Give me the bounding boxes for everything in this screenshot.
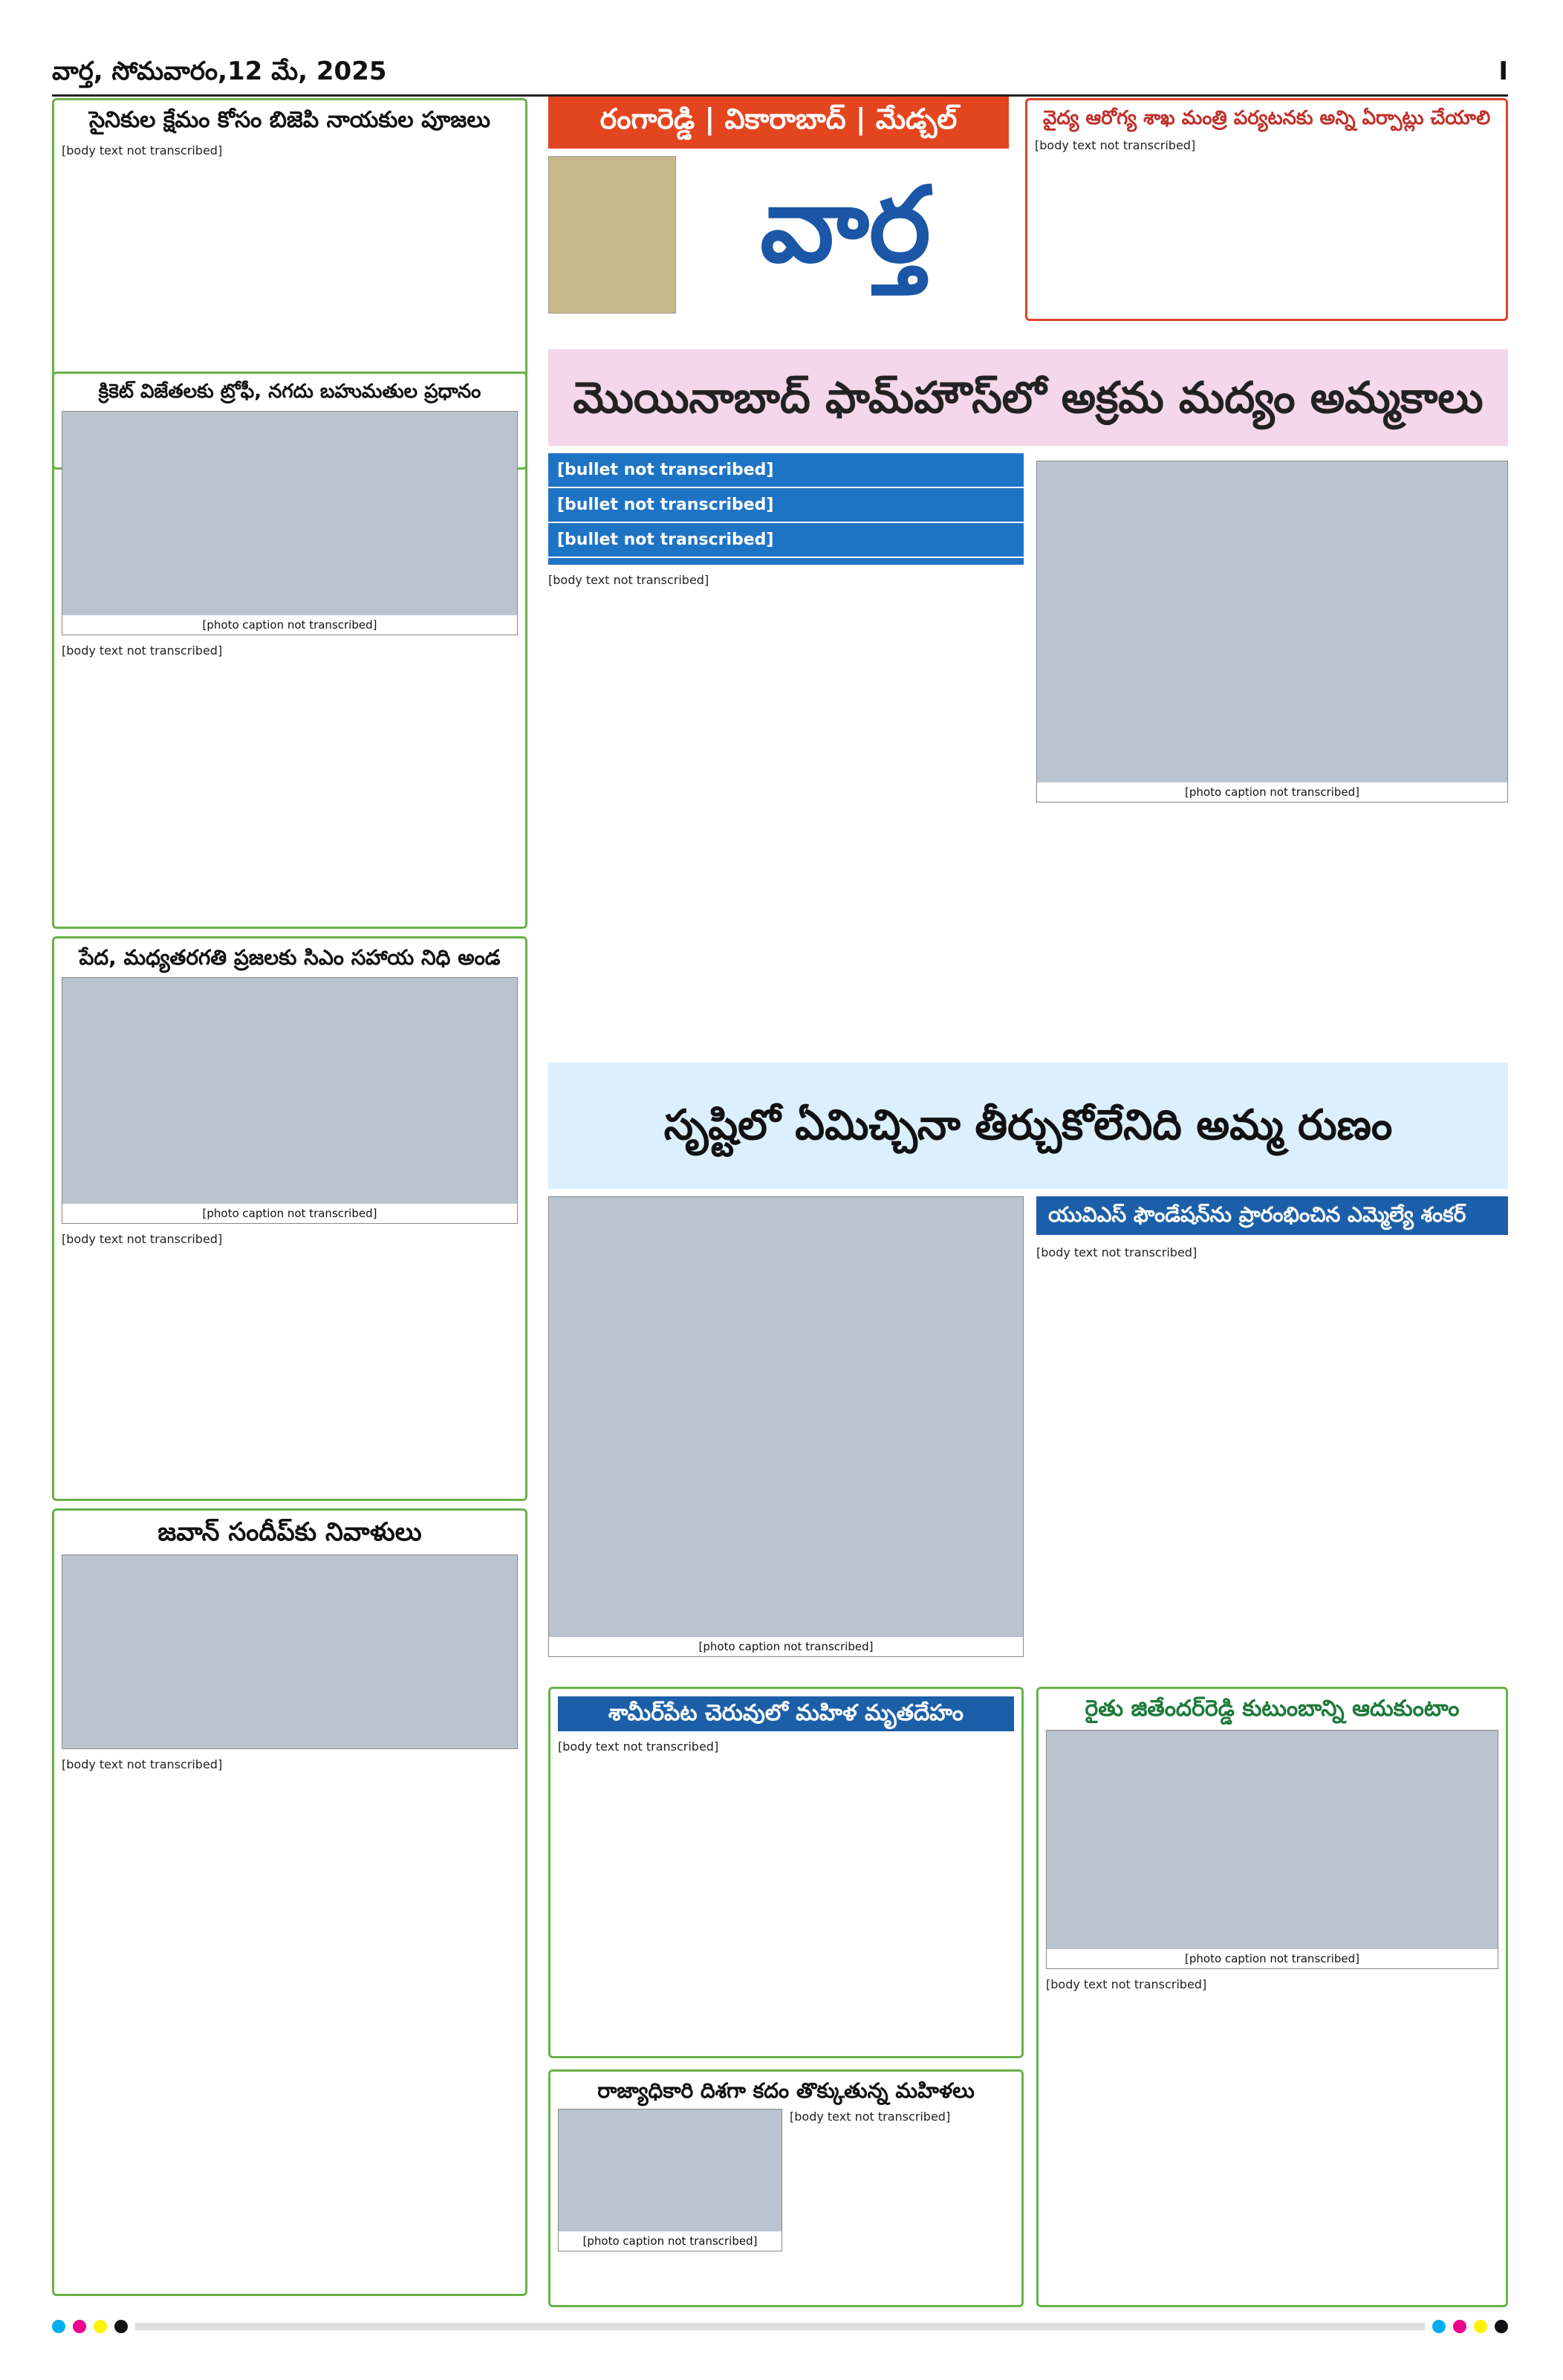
bullets-liquor [548, 453, 1024, 565]
headline-farmer: రైతు జితేందర్‌రెడ్డి కుటుంబాన్ని ఆదుకుంటాం [1085, 1696, 1460, 1722]
article-health-minister [1025, 98, 1508, 321]
masthead-photo [548, 156, 676, 314]
caption-cricket: [photo caption not transcribed] [62, 615, 517, 635]
caption-women: [photo caption not transcribed] [559, 2231, 782, 2251]
color-dot-cyan [52, 2320, 65, 2333]
color-bar-strip [135, 2323, 1425, 2330]
masthead-logo: వార్త [760, 164, 931, 286]
photo-jawan [62, 1554, 518, 1749]
article-cm-fund [52, 936, 527, 1501]
headline-soldiers: సైనికుల క్షేమం కోసం బిజెపి నాయకుల పూజలు [89, 107, 490, 133]
color-dot-black-2 [1495, 2320, 1508, 2333]
masthead-districts: రంగారెడ్డి | వికారాబాద్ | మేడ్చల్ [548, 97, 1009, 149]
headline-lake: శామీర్‌పేట చెరువులో మహిళ మృతదేహం [558, 1696, 1014, 1731]
photo-cricket [62, 411, 518, 635]
photo-women [558, 2109, 782, 2251]
page-number: I [1498, 56, 1508, 86]
color-dot-black [114, 2320, 128, 2333]
article-lake [548, 1687, 1024, 2058]
color-dot-cyan-2 [1432, 2320, 1446, 2333]
subhead-mother: యువిఎస్ ఫౌండేషన్‌ను ప్రారంభించిన ఎమ్మెల్యే శంకర్ [1036, 1196, 1508, 1235]
color-dot-magenta-2 [1453, 2320, 1466, 2333]
body-soldiers: [body text not transcribed] [62, 143, 223, 158]
body-health-minister: [body text not transcribed] [1035, 137, 1196, 152]
body-farmer: [body text not transcribed] [1046, 1977, 1207, 1991]
article-farmer [1036, 1687, 1508, 2307]
headline-mother: సృష్టిలో ఏమిచ్చినా తీర్చుకోలేనిది అమ్మ రుణం [663, 1100, 1393, 1150]
headline-health-minister: వైద్య ఆరోగ్య శాఖ మంత్రి పర్యటనకు అన్ని ఏర్పాట్లు చేయాలి [1042, 107, 1491, 129]
caption-mother: [photo caption not transcribed] [549, 1637, 1023, 1656]
headline-women: రాజ్యాధికారి దిశగా కదం తొక్కుతున్న మహిళలు [597, 2078, 975, 2103]
bullet-liquor-2: [bullet not transcribed] [548, 488, 1024, 523]
body-cm-fund: [body text not transcribed] [62, 1232, 223, 1247]
body-liquor: [body text not transcribed] [548, 573, 709, 587]
print-color-bar [52, 2318, 1508, 2335]
headline-liquor: మొయినాబాద్ ఫామ్‌హౌస్‌లో అక్రమ మద్యం అమ్మకాలు [573, 372, 1484, 423]
body-cricket: [body text not transcribed] [62, 643, 223, 658]
body-lake: [body text not transcribed] [558, 1739, 719, 1754]
article-jawan [52, 1508, 527, 2296]
headline-cricket: క్రికెట్ విజేతలకు ట్రోఫీ, నగదు బహుమతుల ప్రధానం [98, 380, 481, 403]
caption-liquor: [photo caption not transcribed] [1037, 782, 1507, 802]
page-header [52, 52, 1508, 97]
article-women [548, 2069, 1024, 2307]
photo-mother [548, 1196, 1024, 1657]
body-jawan: [body text not transcribed] [62, 1757, 223, 1772]
photo-farmer [1046, 1730, 1498, 1969]
body-women: [body text not transcribed] [790, 2110, 951, 2124]
color-dot-yellow-2 [1474, 2320, 1487, 2333]
bullet-liquor-1: [bullet not transcribed] [548, 453, 1024, 488]
header-date: వార్త, సోమవారం,12 మే, 2025 [52, 56, 387, 86]
banner-liquor [548, 349, 1508, 446]
article-cricket [52, 372, 527, 929]
headline-jawan: జవాన్ సందీప్‌కు నివాళులు [157, 1517, 422, 1547]
body-mother: [body text not transcribed] [1036, 1245, 1198, 1259]
color-dot-magenta [73, 2320, 86, 2333]
caption-farmer: [photo caption not transcribed] [1047, 1949, 1498, 1968]
banner-mother [548, 1063, 1508, 1189]
caption-cm-fund: [photo caption not transcribed] [62, 1204, 517, 1223]
masthead [548, 97, 1009, 320]
photo-cm-fund [62, 977, 518, 1224]
color-dot-yellow [94, 2320, 107, 2333]
bullet-liquor-3: [bullet not transcribed] [548, 523, 1024, 558]
headline-cm-fund: పేద, మధ్యతరగతి ప్రజలకు సిఎం సహాయ నిధి అండ [79, 945, 501, 970]
